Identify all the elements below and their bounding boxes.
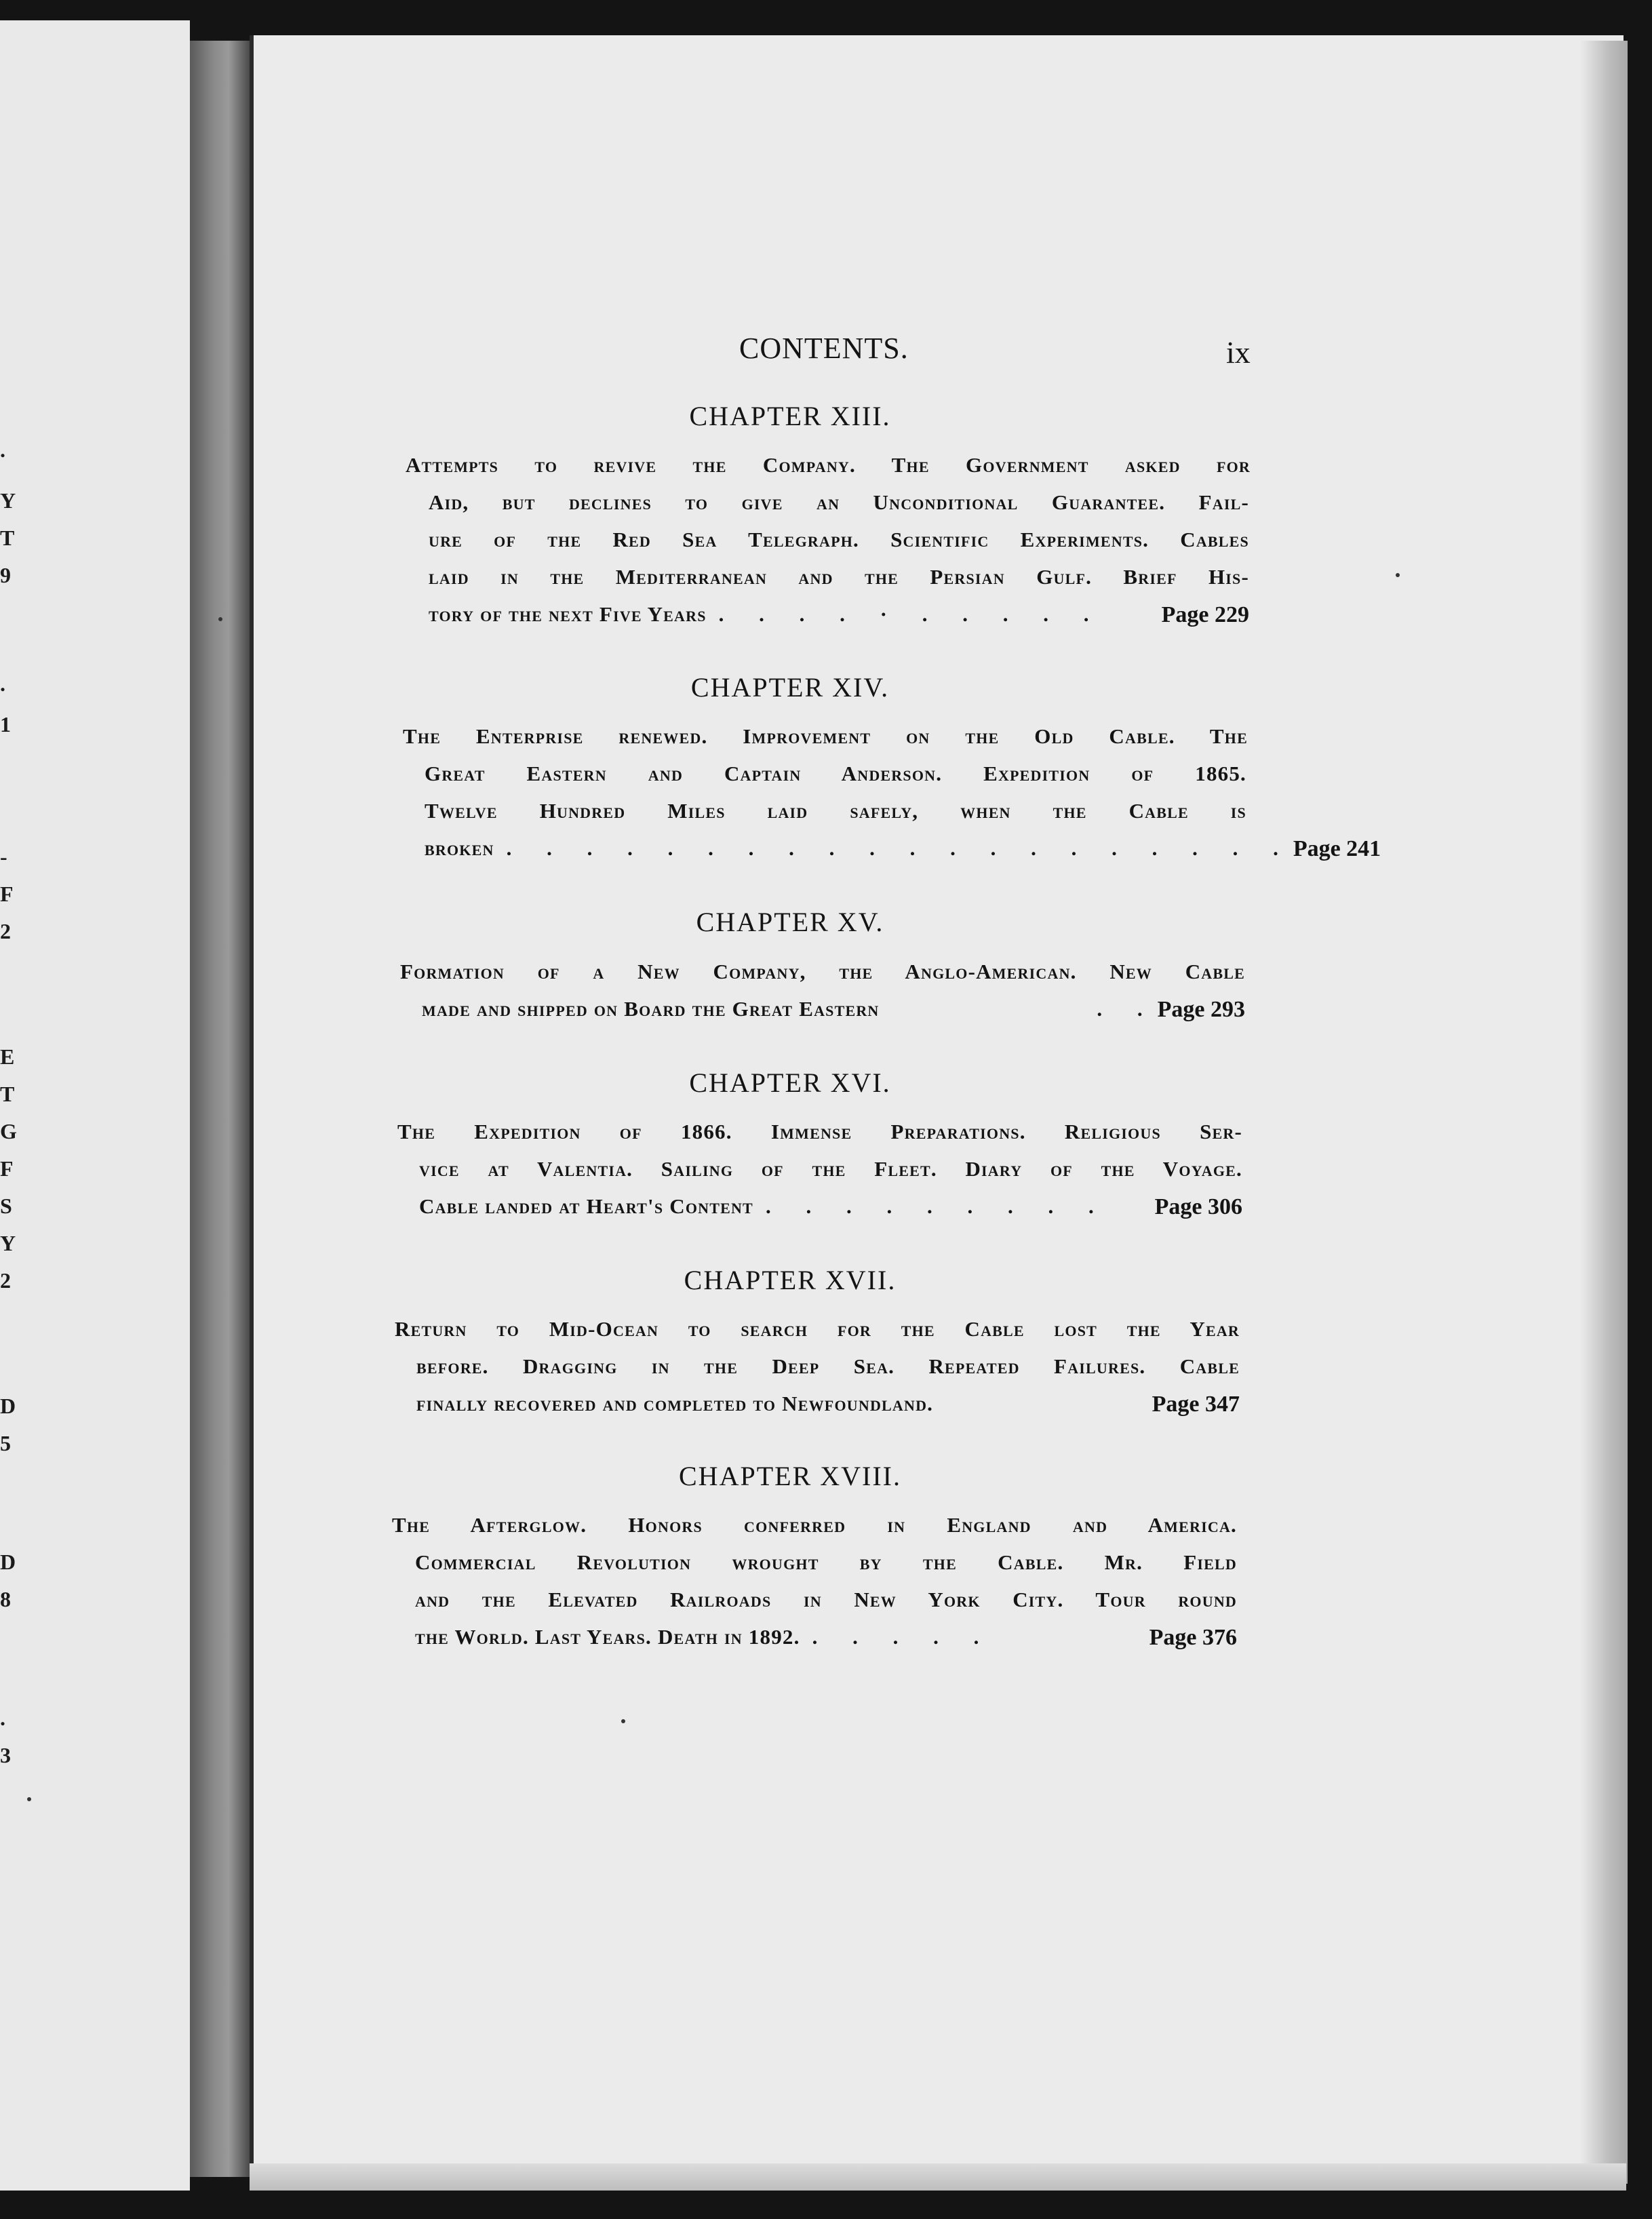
chapter-summary-line: laid in the Mediterranean and the Persian Gulf. Brief His- <box>429 565 1249 589</box>
left-page-fragment: 5 <box>0 1431 11 1455</box>
dot-leader <box>933 1392 1152 1417</box>
chapter-summary-line: and the Elevated Railroads in New York City. Tour round <box>415 1588 1237 1611</box>
chapter-summary-last-line <box>416 1392 1240 1417</box>
page-edge-shadow <box>1580 41 1628 2184</box>
left-page-fragment: 3 <box>0 1743 11 1767</box>
page-reference: Page 306 <box>1154 1194 1242 1219</box>
chapter-summary-last-line <box>429 602 1249 628</box>
chapter-heading: CHAPTER XVIII. <box>679 1461 901 1491</box>
left-page-fragment: 8 <box>0 1587 11 1611</box>
left-page-fragment: 2 <box>0 919 11 943</box>
left-page-fragment: . <box>0 1706 5 1730</box>
left-page-fragment: S <box>0 1194 12 1218</box>
chapter-summary-text: tory of the next Five Years <box>429 602 707 626</box>
left-page-fragment: F <box>0 1156 14 1181</box>
page-reference: Page 293 <box>1157 997 1245 1022</box>
chapter-summary-text: finally recovered and completed to Newfoundland. <box>416 1392 934 1415</box>
page-number: ix <box>1226 335 1251 370</box>
print-speck <box>1396 573 1400 577</box>
chapter-summary-line: Formation of a New Company, the Anglo-American. New Cable <box>400 960 1245 983</box>
chapter-heading: CHAPTER XIV. <box>690 672 890 703</box>
left-page-fragment: 9 <box>0 563 11 587</box>
print-speck <box>218 617 222 621</box>
dot-leader: . . . . . <box>812 1625 994 1649</box>
left-page-fragment: T <box>0 1082 15 1106</box>
left-facing-page <box>0 20 190 2191</box>
left-page-fragment: G <box>0 1119 17 1143</box>
chapter-summary-line: Return to Mid-Ocean to search for the Cable lost the Year <box>395 1317 1240 1341</box>
left-page-fragment: D <box>0 1394 16 1418</box>
chapter-summary-line: The Enterprise renewed. Improvement on the Old Cable. The <box>403 724 1248 748</box>
left-page-fragment: F <box>0 882 14 906</box>
left-page-fragment: 1 <box>0 712 11 737</box>
chapter-summary-line: Aid, but declines to give an Unconditional Guarantee. Fail- <box>429 490 1249 514</box>
dot-leader: . . . . · . . . . . <box>718 602 1104 626</box>
chapter-summary-last-line <box>415 1625 1237 1651</box>
dot-leader: . . <box>1097 997 1158 1021</box>
chapter-summary-line: Twelve Hundred Miles laid safely, when the Cable is <box>425 799 1246 823</box>
contents-page <box>250 35 1624 2188</box>
chapter-summary-line: vice at Valentia. Sailing of the Fleet. Diary of the Voyage. <box>419 1157 1242 1181</box>
chapter-heading: CHAPTER XVII. <box>684 1265 897 1295</box>
running-header-title: CONTENTS. <box>739 332 909 365</box>
dot-leader: . . . . . . . . . <box>765 1194 1109 1218</box>
left-page-fragment: . <box>0 671 5 696</box>
left-page-fragment: T <box>0 526 15 550</box>
left-page-fragment: . <box>0 437 5 462</box>
left-page-fragment: E <box>0 1044 15 1069</box>
chapter-summary-text: Cable landed at Heart's Content <box>419 1194 753 1218</box>
chapter-heading: CHAPTER XIII. <box>689 401 891 431</box>
chapter-summary-text: broken <box>425 836 494 860</box>
dot-leader: . . . . . . . . . . . . . . . . . . . . <box>506 836 1293 860</box>
chapter-summary-text: the World. Last Years. Death in 1892. <box>415 1625 800 1649</box>
page-reference: Page 241 <box>1293 836 1381 861</box>
chapter-heading: CHAPTER XVI. <box>689 1067 891 1098</box>
print-speck <box>621 1719 625 1723</box>
chapter-summary-last-line <box>419 1194 1242 1220</box>
page-bottom-edge <box>250 2163 1626 2191</box>
page-reference: Page 229 <box>1161 602 1249 627</box>
left-page-fragment: Y <box>0 1231 16 1255</box>
print-speck <box>27 1797 31 1801</box>
chapter-summary-last-line <box>422 997 1245 1023</box>
book-gutter <box>190 41 250 2177</box>
chapter-summary-line: The Afterglow. Honors conferred in England and America. <box>392 1513 1237 1537</box>
chapter-summary-line: Great Eastern and Captain Anderson. Expedition of 1865. <box>425 762 1246 785</box>
page-reference: Page 376 <box>1149 1625 1237 1650</box>
chapter-summary-line: ure of the Red Sea Telegraph. Scientific Experiments. Cables <box>429 528 1249 551</box>
chapter-summary-line: Attempts to revive the Company. The Government asked for <box>406 453 1251 477</box>
chapter-summary-text: made and shipped on Board the Great Eastern <box>422 997 880 1021</box>
page-reference: Page 347 <box>1152 1392 1240 1417</box>
chapter-summary-last-line <box>425 836 1381 862</box>
chapter-summary-line: before. Dragging in the Deep Sea. Repeated Failures. Cable <box>416 1354 1240 1378</box>
chapter-summary-line: The Expedition of 1866. Immense Preparations. Religious Ser- <box>397 1120 1242 1143</box>
left-page-fragment: Y <box>0 488 16 513</box>
chapter-summary-line: Commercial Revolution wrought by the Cable. Mr. Field <box>415 1550 1237 1574</box>
left-page-fragment: D <box>0 1550 16 1574</box>
left-page-fragment: 2 <box>0 1268 11 1293</box>
left-page-fragment: - <box>0 844 7 869</box>
chapter-heading: CHAPTER XV. <box>696 907 884 937</box>
